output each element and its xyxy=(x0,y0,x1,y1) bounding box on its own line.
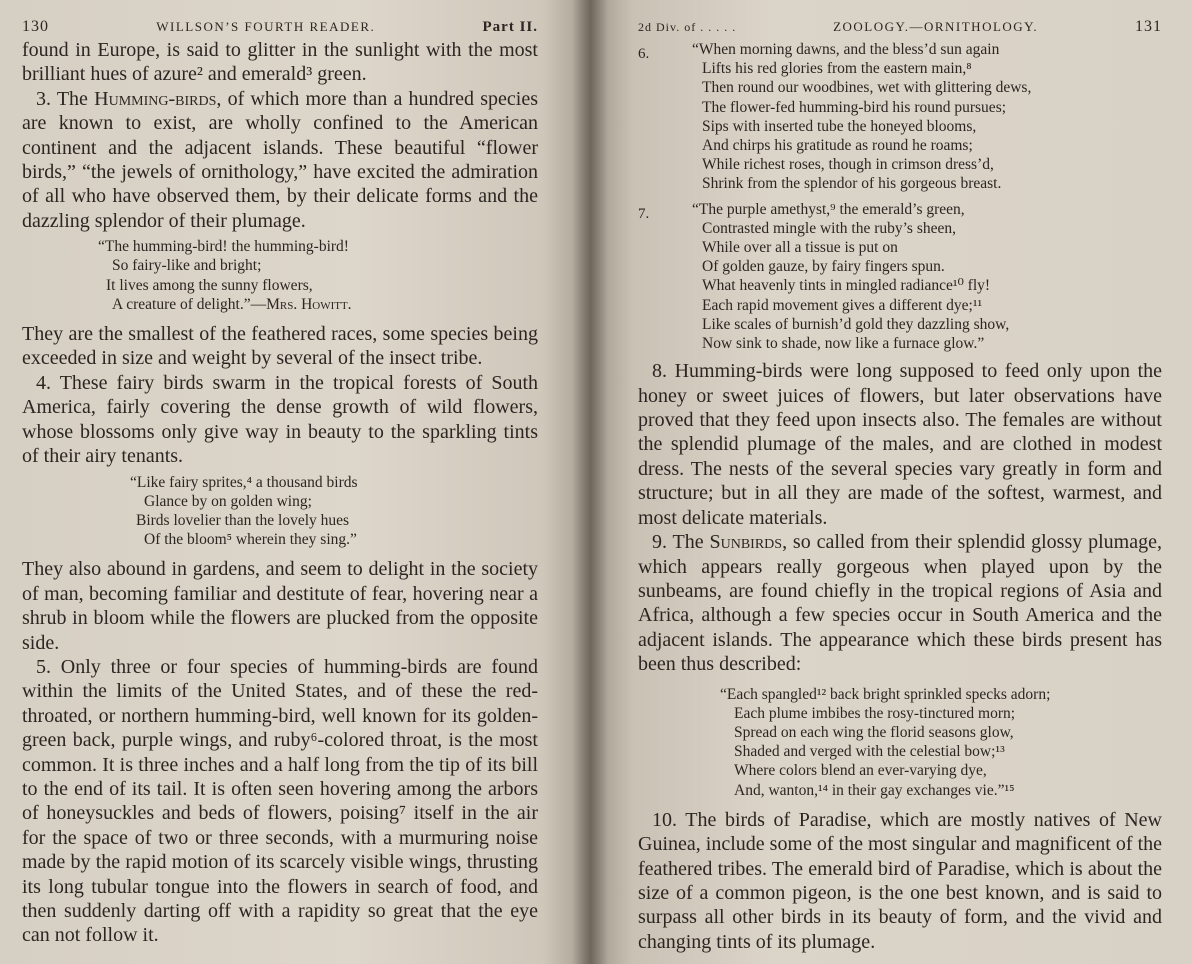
poem-line: What heavenly tints in mingled radiance¹⁰ fly! xyxy=(702,277,991,295)
poem-line: Now sink to shade, now like a furnace glow.” xyxy=(702,335,985,353)
poem-line: The flower-fed humming-bird his round pursues; xyxy=(702,98,1007,116)
poem-line: And chirps his gratitude as round he roams; xyxy=(702,137,973,155)
poem-line: Lifts his red glories from the eastern main,⁸ xyxy=(702,60,972,78)
poem-line: And, wanton,¹⁴ in their gay exchanges vie.”¹⁵ xyxy=(734,781,1015,799)
paragraph-8: 8. Humming-birds were long supposed to feed only upon the honey or sweet juices of flowers, but later observations have proved that they feed upon insects also. The females are without the splendid plumage of the males, and are clothed in modest dress. The nests of the several species vary greatly in form and structure; but in all they are made of the softest, warmest, and most delicate materials. xyxy=(638,360,1162,529)
poem-line: So fairy-like and bright; xyxy=(112,257,262,275)
poem-humming-bird xyxy=(98,237,538,314)
poem-line: “Each spangled¹² back bright sprinkled specks adorn; xyxy=(720,685,1051,703)
poem-line: It lives among the sunny flowers, xyxy=(106,276,313,294)
poem-line: Birds lovelier than the lovely hues xyxy=(136,511,350,529)
poem-line: Shaded and verged with the celestial bow;¹³ xyxy=(734,743,1005,761)
paragraph-3-text: , of which more than a hundred species are known to exist, are wholly confined to the American continent and the adjacent islands. These beautiful “flower birds,” “the jewels of ornithology,” have excited the admiration of all who have observed them, by their delicate forms and the dazzling splendor of their plumage. xyxy=(22,87,539,232)
poem-line: Shrink from the splendor of his gorgeous breast. xyxy=(702,175,1002,193)
term-humming-birds: Humming-birds xyxy=(94,87,217,110)
left-running-title: WILLSON’S FOURTH READER. xyxy=(156,19,376,34)
stanza-7 xyxy=(638,200,1162,354)
poem-line: Each plume imbibes the rosy-tinctured morn; xyxy=(734,704,1016,722)
paragraph-3-number: 3. The xyxy=(36,87,95,110)
poem-spangled xyxy=(720,685,1162,800)
right-page xyxy=(590,0,1192,964)
poem-line: Sips with inserted tube the honeyed blooms, xyxy=(702,117,977,135)
paragraph-9-text: , so called from their splendid glossy plumage, which appears really gorgeous when played upon by the sunbeams, are found chiefly in the tropical regions of Asia and Africa, although a few species occur in South America and the adjacent islands. The appearance which these birds present has been thus described: xyxy=(638,531,1162,676)
left-page-number: 130 xyxy=(22,18,49,35)
poem-line: “The humming-bird! the humming-bird! xyxy=(98,238,349,256)
book-gutter xyxy=(572,0,608,964)
poem-line: “Like fairy sprites,⁴ a thousand birds xyxy=(130,473,358,491)
left-running-head xyxy=(22,0,538,38)
poem-line xyxy=(98,295,538,314)
poem-line: Where colors blend an ever-varying dye, xyxy=(734,762,987,780)
division-label: 2d Div. of . . . . . xyxy=(638,20,737,34)
paragraph-4: 4. These fairy birds swarm in the tropical forests of South America, fairly covering the dense growth of wild flowers, whose blossoms only give way in beauty to the sparkling tints of their airy tenants. xyxy=(22,371,538,468)
part-label: Part II. xyxy=(482,19,538,35)
poem-line: Then round our woodbines, wet with glittering dews, xyxy=(702,79,1032,97)
poem-attribution: Mrs. Howitt. xyxy=(266,295,352,313)
poem-line: “When morning dawns, and the bless’d sun again xyxy=(692,41,1000,58)
poem-line: Spread on each wing the florid seasons glow, xyxy=(734,723,1014,741)
stanza-number: 7. xyxy=(638,205,650,222)
paragraph-9-number: 9. The xyxy=(652,531,710,554)
poem-line: Contrasted mingle with the ruby’s sheen, xyxy=(702,219,956,237)
paragraph-intro: found in Europe, is said to glitter in the sunlight with the most brilliant hues of azure² and emerald³ green. xyxy=(22,39,538,86)
poem-line: Glance by on golden wing; xyxy=(144,492,312,510)
stanza-lines xyxy=(692,200,1009,354)
poem-line: Like scales of burnish’d gold they dazzling show, xyxy=(702,315,1010,333)
poem-line: Of the bloom⁵ wherein they sing.” xyxy=(144,531,357,549)
poem-fairy-sprites xyxy=(130,473,538,550)
stanza-6 xyxy=(638,40,1162,194)
right-running-head xyxy=(638,0,1162,38)
paragraph-5: 5. Only three or four species of humming-birds are found within the limits of the United States, and of these the red-throated, or northern humming-bird, well known for its golden-green back, purple wings, and ruby⁶-colored throat, is the most common. It is three inches and a half long from the tip of its bill to the end of its tail. It is often seen hovering among the arbors of honeysuckles and beds of flowers, poising⁷ itself in the air for the space of two or three seconds, with a murmuring noise made by the rapid motion of its scarcely visible wings, thrusting its long tubular tongue into the flowers in search of food, and then suddenly darting off with a rapidity so great that the eye can not follow it. xyxy=(22,655,538,947)
poem-line: Of golden gauze, by fairy fingers spun. xyxy=(702,258,945,276)
left-page xyxy=(0,0,590,964)
poem-line: “The purple amethyst,⁹ the emerald’s green, xyxy=(692,200,965,218)
right-running-title: ZOOLOGY.—ORNITHOLOGY. xyxy=(833,19,1039,34)
paragraph-gardens: They also abound in gardens, and seem to delight in the society of man, becoming familiar and destitute of fear, hovering near a shrub in bloom while the flowers are plucked from the opposite side. xyxy=(22,558,538,654)
term-sunbirds: Sunbirds xyxy=(709,531,783,554)
poem-line: While richest roses, though in crimson dress’d, xyxy=(702,156,994,174)
poem-line-text: A creature of delight.”— xyxy=(112,295,267,313)
paragraph-3 xyxy=(22,87,538,233)
paragraph-9 xyxy=(638,530,1162,676)
paragraph-10: 10. The birds of Paradise, which are mostly natives of New Guinea, include some of the most singular and magnificent of the feathered tribes. The emerald bird of Paradise, which is about the size of a common pigeon, is the one best known, and is said to surpass all other birds in its beauty of form, and the vivid and changing tints of its plumage. xyxy=(638,808,1162,953)
poem-line: While over all a tissue is put on xyxy=(702,239,898,257)
stanza-lines xyxy=(692,40,1031,194)
stanza-number: 6. xyxy=(638,46,650,62)
right-page-number: 131 xyxy=(1134,18,1162,35)
poem-line: Each rapid movement gives a different dye;¹¹ xyxy=(702,296,983,314)
paragraph-smallest: They are the smallest of the feathered races, some species being exceeded in size and weight by several of the insect tribe. xyxy=(22,323,538,370)
